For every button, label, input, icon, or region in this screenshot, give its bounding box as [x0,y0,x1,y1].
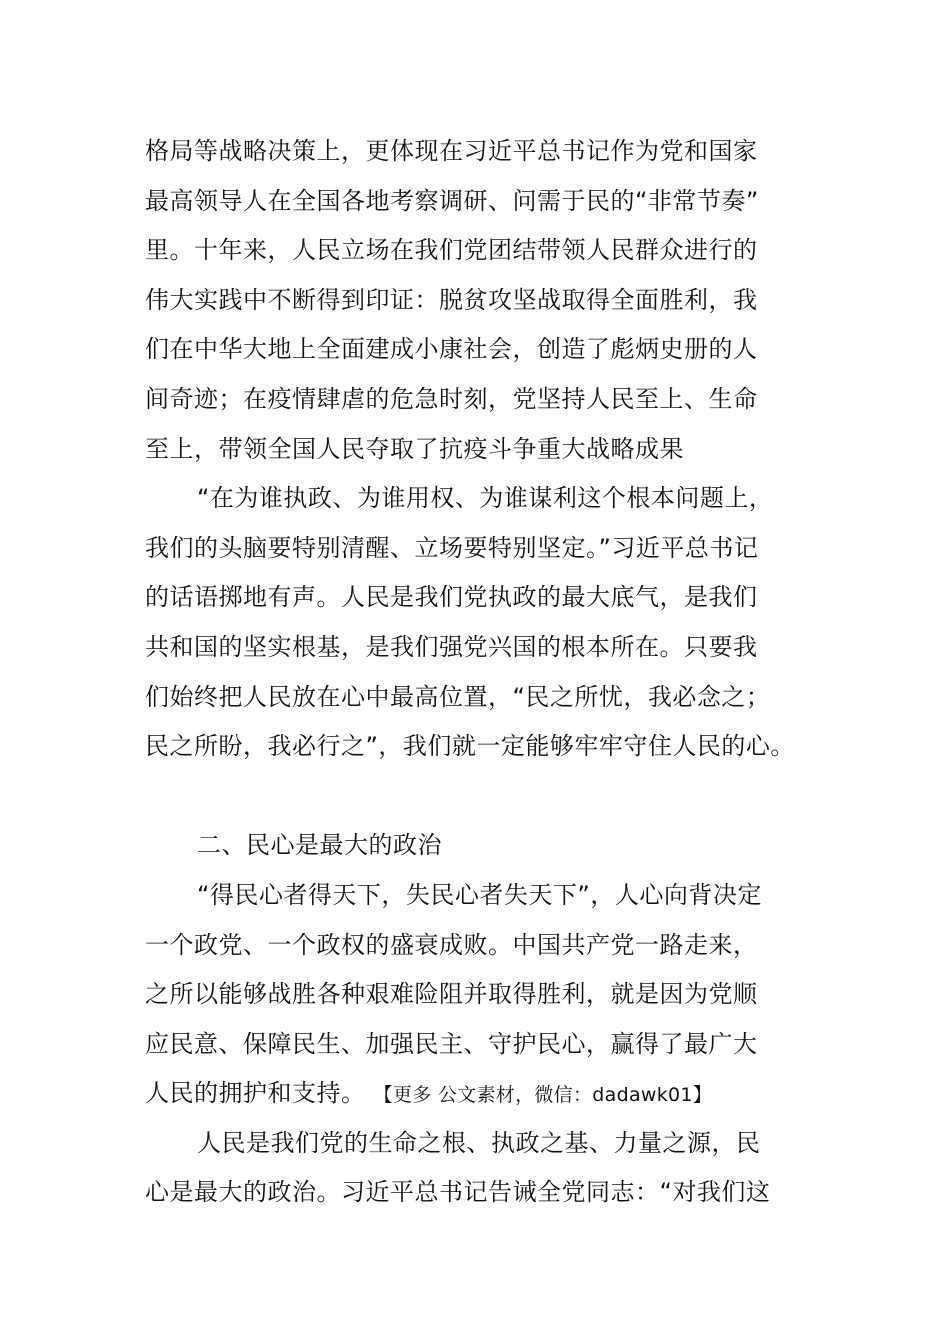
paragraph-4 [145,1119,815,1218]
paragraph-line-last [145,1069,815,1119]
paragraph-line: “在为谁执政、为谁用权、为谁谋利这个根本问题上， [197,484,774,513]
paragraph-line: 之所以能够战胜各种艰难险阻并取得胜利，就是因为党顺 [145,980,758,1009]
paragraph-3 [145,871,815,1119]
paragraph-line: 一个政党、一个政权的盛衰成败。中国共产党一路走来， [145,930,758,959]
paragraph-line: 应民意、保障民生、加强民主、守护民心，赢得了最广大 [145,1029,758,1058]
paragraph-line: 最高领导人在全国各地考察调研、问需于民的“非常节奏” [145,186,759,215]
section-heading: 二、民心是最大的政治 [197,831,442,860]
promo-note: 【更多 公文素材，微信：dadawk01】 [373,1084,713,1107]
paragraph-line: 伟大实践中不断得到印证：脱贫攻坚战取得全面胜利，我 [145,285,758,314]
paragraph-line: 的话语掷地有声。人民是我们党执政的最大底气，是我们 [145,583,758,612]
paragraph-line: 们始终把人民放在心中最高位置，“民之所忧，我必念之； [145,682,771,711]
blank-line [145,772,815,822]
paragraph-2 [145,474,815,772]
paragraph-line: 共和国的坚实根基，是我们强党兴国的根本所在。只要我 [145,632,758,661]
paragraph-line: 民之所盼，我必行之”，我们就一定能够牢牢守住人民的心。 [145,732,795,761]
paragraph-line: 人民是我们党的生命之根、执政之基、力量之源，民 [197,1128,761,1157]
paragraph-line: 至上，带领全国人民夺取了抗疫斗争重大战略成果 [145,434,684,463]
paragraph-line: 里。十年来，人民立场在我们党团结带领人民群众进行的 [145,236,758,265]
document-body [145,127,815,1218]
paragraph-line: “得民心者得天下，失民心者失天下”，人心向背决定 [197,880,762,909]
paragraph-line: 心是最大的政治。习近平总书记告诫全党同志：“对我们这 [145,1178,771,1207]
paragraph-line: 格局等战略决策上，更体现在习近平总书记作为党和国家 [145,137,758,165]
paragraph-text: 人民的拥护和支持。 [145,1079,366,1108]
paragraph-1 [145,127,815,474]
paragraph-line: 们在中华大地上全面建成小康社会，创造了彪炳史册的人 [145,335,758,364]
paragraph-line: 我们的头脑要特别清醒、立场要特别坚定。”习近平总书记 [145,533,759,562]
paragraph-line: 间奇迹；在疫情肆虐的危急时刻，党坚持人民至上、生命 [145,384,758,413]
